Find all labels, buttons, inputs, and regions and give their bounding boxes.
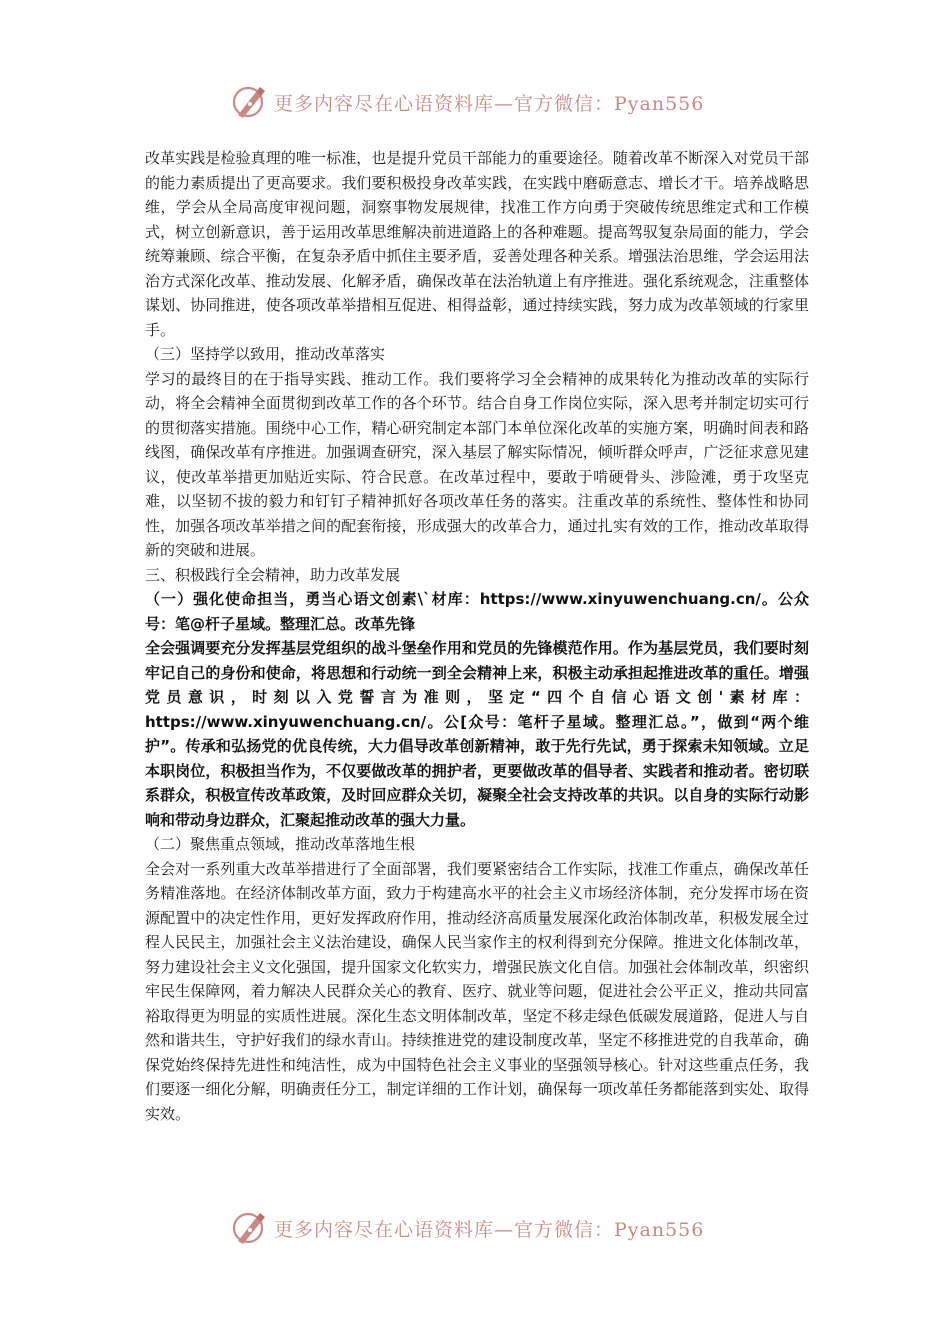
banner-slogan: 更多内容尽在心语资料库—官方微信：Pyan556	[274, 92, 705, 115]
pen-nib-logo-icon	[230, 1208, 270, 1248]
heading-apply-learning: （三）坚持学以致用，推动改革落实	[145, 345, 386, 363]
paragraph-key-areas: 全会对一系列重大改革举措进行了全面部署，我们要紧密结合工作实际，找准工作重点，确保改革任务精准落地。在经济体制改革方面，致力于构建高水平的社会主义市场经济体制，充分发挥市场在资源配置中的决定性作用，更好发挥政府作用，推动经济高质量发展深化政治体制改革，积极发展全过程人民民主，加强社会主义法治建设，确保人民当家作主的权利得到充分保障。推进文化体制改革，努力建设社会主义文化强国，提升国家文化软实力，增强民族文化自信。加强社会体制改革，织密织牢民生保障网，着力解决人民群众关心的教育、医疗、就业等问题，促进社会公平正义，推动共同富裕取得更为明显的实质性进展。深化生态文明体制改革，坚定不移走绿色低碳发展道路，促进人与自然和谐共生，守护好我们的绿水青山。持续推进党的建设制度改革，坚定不移推进党的自我革命，确保党始终保持先进性和纯洁性，成为中国特色社会主义事业的坚强领导核心。针对这些重点任务，我们要逐一细化分解，明确责任分工，制定详细的工作计划，确保每一项改革任务都能落到实处、取得实效。	[145, 859, 809, 1123]
paragraph-mission-bold: 全会强调要充分发挥基层党组织的战斗堡垒作用和党员的先锋模范作用。作为基层党员，我们要时刻牢记自己的身份和使命，将思想和行动统一到全会精神上来，积极主动承担起推进改革的重任。增强党员意识，时刻以入党誓言为准则，坚定“四个自信心语文创'素材库：https://www.xinyuwenchuang.cn/。公[众号：笔杆子星域。整理汇总。”，做到“两个维护”。传承和弘扬党的优良传统，大力倡导改革创新精神，敢于先行先试，勇于探索未知领域。立足本职岗位，积极担当作为，不仅要做改革的拥护者，更要做改革的倡导者、实践者和推动者。密切联系群众，积极宣传改革政策，及时回应群众关切，凝聚全社会支持改革的共识。以自身的实际行动影响和带动身边群众，汇聚起推动改革的强大力量。	[145, 639, 809, 829]
heading-section-three: 三、积极践行全会精神，助力改革发展	[145, 565, 401, 584]
heading-key-areas: （二）聚焦重点领域，推动改革落地生根	[145, 835, 416, 853]
paragraph-practice: 改革实践是检验真理的唯一标准，也是提升党员干部能力的重要途径。随着改革不断深入对党员干部的能力素质提出了更高要求。我们要积极投身改革实践，在实践中磨砺意志、增长才干。培养战略思维，学会从全局高度审视问题，洞察事物发展规律，找准工作方向勇于突破传统思维定式和工作模式，树立创新意识，善于运用改革思维解决前进道路上的各种难题。提高驾驭复杂局面的能力，学会统筹兼顾、综合平衡，在复杂矛盾中抓住主要矛盾，妥善处理各种关系。增强法治思维，学会运用法治方式深化改革、推动发展、化解矛盾，确保改革在法治轨道上有序推进。强化系统观念，注重整体谋划、协同推进，使各项改革举措相互促进、相得益彰，通过持续实践，努力成为改革领域的行家里手。	[145, 149, 809, 339]
paragraph-implementation: 学习的最终目的在于指导实践、推动工作。我们要将学习全会精神的成果转化为推动改革的实际行动，将全会精神全面贯彻到改革工作的各个环节。结合自身工作岗位实际，深入思考并制定切实可行的贯彻落实措施。围绕中心工作，精心研究制定本部门本单位深化改革的实施方案，明确时间表和路线图，确保改革有序推进。加强调查研究，深入基层了解实际情况，倾听群众呼声，广泛征求意见建议，使改革举措更加贴近实际、符合民意。在改革过程中，要敢于啃硬骨头、涉险滩，勇于攻坚克难，以坚韧不拔的毅力和钉钉子精神抓好各项改革任务的落实。注重改革的系统性、整体性和协同性，加强各项改革举措之间的配套衔接，形成强大的改革合力，通过扎实有效的工作，推动改革取得新的突破和进展。	[145, 369, 809, 559]
pen-nib-logo-icon	[230, 82, 270, 122]
header-banner	[230, 80, 730, 124]
banner-slogan: 更多内容尽在心语资料库—官方微信：Pyan556	[274, 1218, 705, 1241]
document-body	[145, 146, 809, 1126]
heading-mission-bold: （一）强化使命担当，勇当心语文创素\`材库：https://www.xinyuwenchuang.cn/。公众号：笔@杆子星域。整理汇总。改革先锋	[145, 590, 809, 633]
footer-banner	[230, 1206, 730, 1250]
